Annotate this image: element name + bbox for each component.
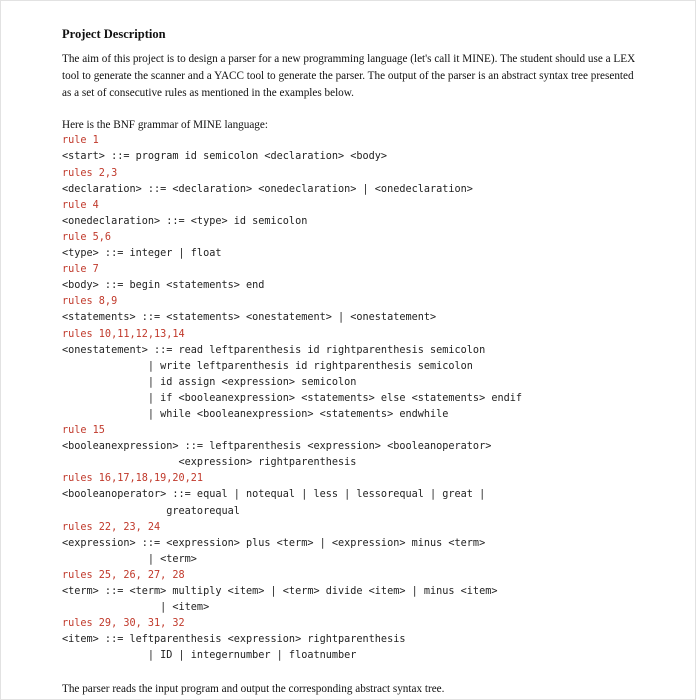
grammar-line: | ID | integernumber | floatnumber [62,650,357,662]
rule-label: rules 8,9 [62,296,118,308]
footer-text: The parser reads the input program and output the corresponding abstract syntax tree. [62,683,445,696]
document-body [62,26,642,697]
rule-label: rules 25, 26, 27, 28 [62,569,185,581]
grammar-line: <item> ::= leftparenthesis <expression> rightparenthesis [62,634,406,646]
grammar-line: <start> ::= program id semicolon <declaration> <body> [62,151,388,163]
grammar-line: | write leftparenthesis id rightparenthesis semicolon [62,360,473,372]
grammar-line: <onestatement> ::= read leftparenthesis id rightparenthesis semicolon [62,344,486,356]
grammar-intro: Here is the BNF grammar of MINE language: [62,119,268,132]
grammar-line: | <item> [62,602,210,614]
rule-label: rule 15 [62,425,105,437]
grammar-line: <term> ::= <term> multiply <item> | <term> divide <item> | minus <item> [62,586,498,598]
grammar-line: <declaration> ::= <declaration> <onedeclaration> | <onedeclaration> [62,183,473,195]
description-paragraph: The aim of this project is to design a parser for a new programming language (let's call it MINE). The student should use a LEX tool to generate the scanner and a YACC tool to generate the parser. The output of the parser is an abstract syntax tree presented as a set of consecutive rules as mentioned in the examples below. [62,53,636,99]
grammar-line: | if <booleanexpression> <statements> else <statements> endif [62,392,523,404]
rule-label: rules 2,3 [62,167,118,179]
rule-label: rule 1 [62,135,99,147]
grammar-line: <expression> rightparenthesis [62,457,357,469]
document-title: Project Description [62,27,166,41]
grammar-line: greatorequal [62,505,240,517]
rule-label: rule 4 [62,199,99,211]
grammar-line: <booleanexpression> ::= leftparenthesis <expression> <booleanoperator> [62,441,492,453]
rule-label: rules 16,17,18,19,20,21 [62,473,204,485]
bnf-grammar-block [62,133,642,664]
rule-label: rules 10,11,12,13,14 [62,328,185,340]
grammar-line: | while <booleanexpression> <statements> endwhile [62,408,449,420]
grammar-line: <body> ::= begin <statements> end [62,280,265,292]
rule-label: rule 5,6 [62,231,112,243]
grammar-line: <type> ::= integer | float [62,248,222,260]
rule-label: rules 22, 23, 24 [62,521,161,533]
grammar-line: <booleanoperator> ::= equal | notequal | less | lessorequal | great | [62,489,486,501]
grammar-line: | <term> [62,553,197,565]
grammar-line: <statements> ::= <statements> <onestatement> | <onestatement> [62,312,437,324]
grammar-line: <expression> ::= <expression> plus <term> | <expression> minus <term> [62,537,486,549]
grammar-line: <onedeclaration> ::= <type> id semicolon [62,215,308,227]
rule-label: rules 29, 30, 31, 32 [62,618,185,630]
grammar-line: | id assign <expression> semicolon [62,376,357,388]
rule-label: rule 7 [62,264,99,276]
